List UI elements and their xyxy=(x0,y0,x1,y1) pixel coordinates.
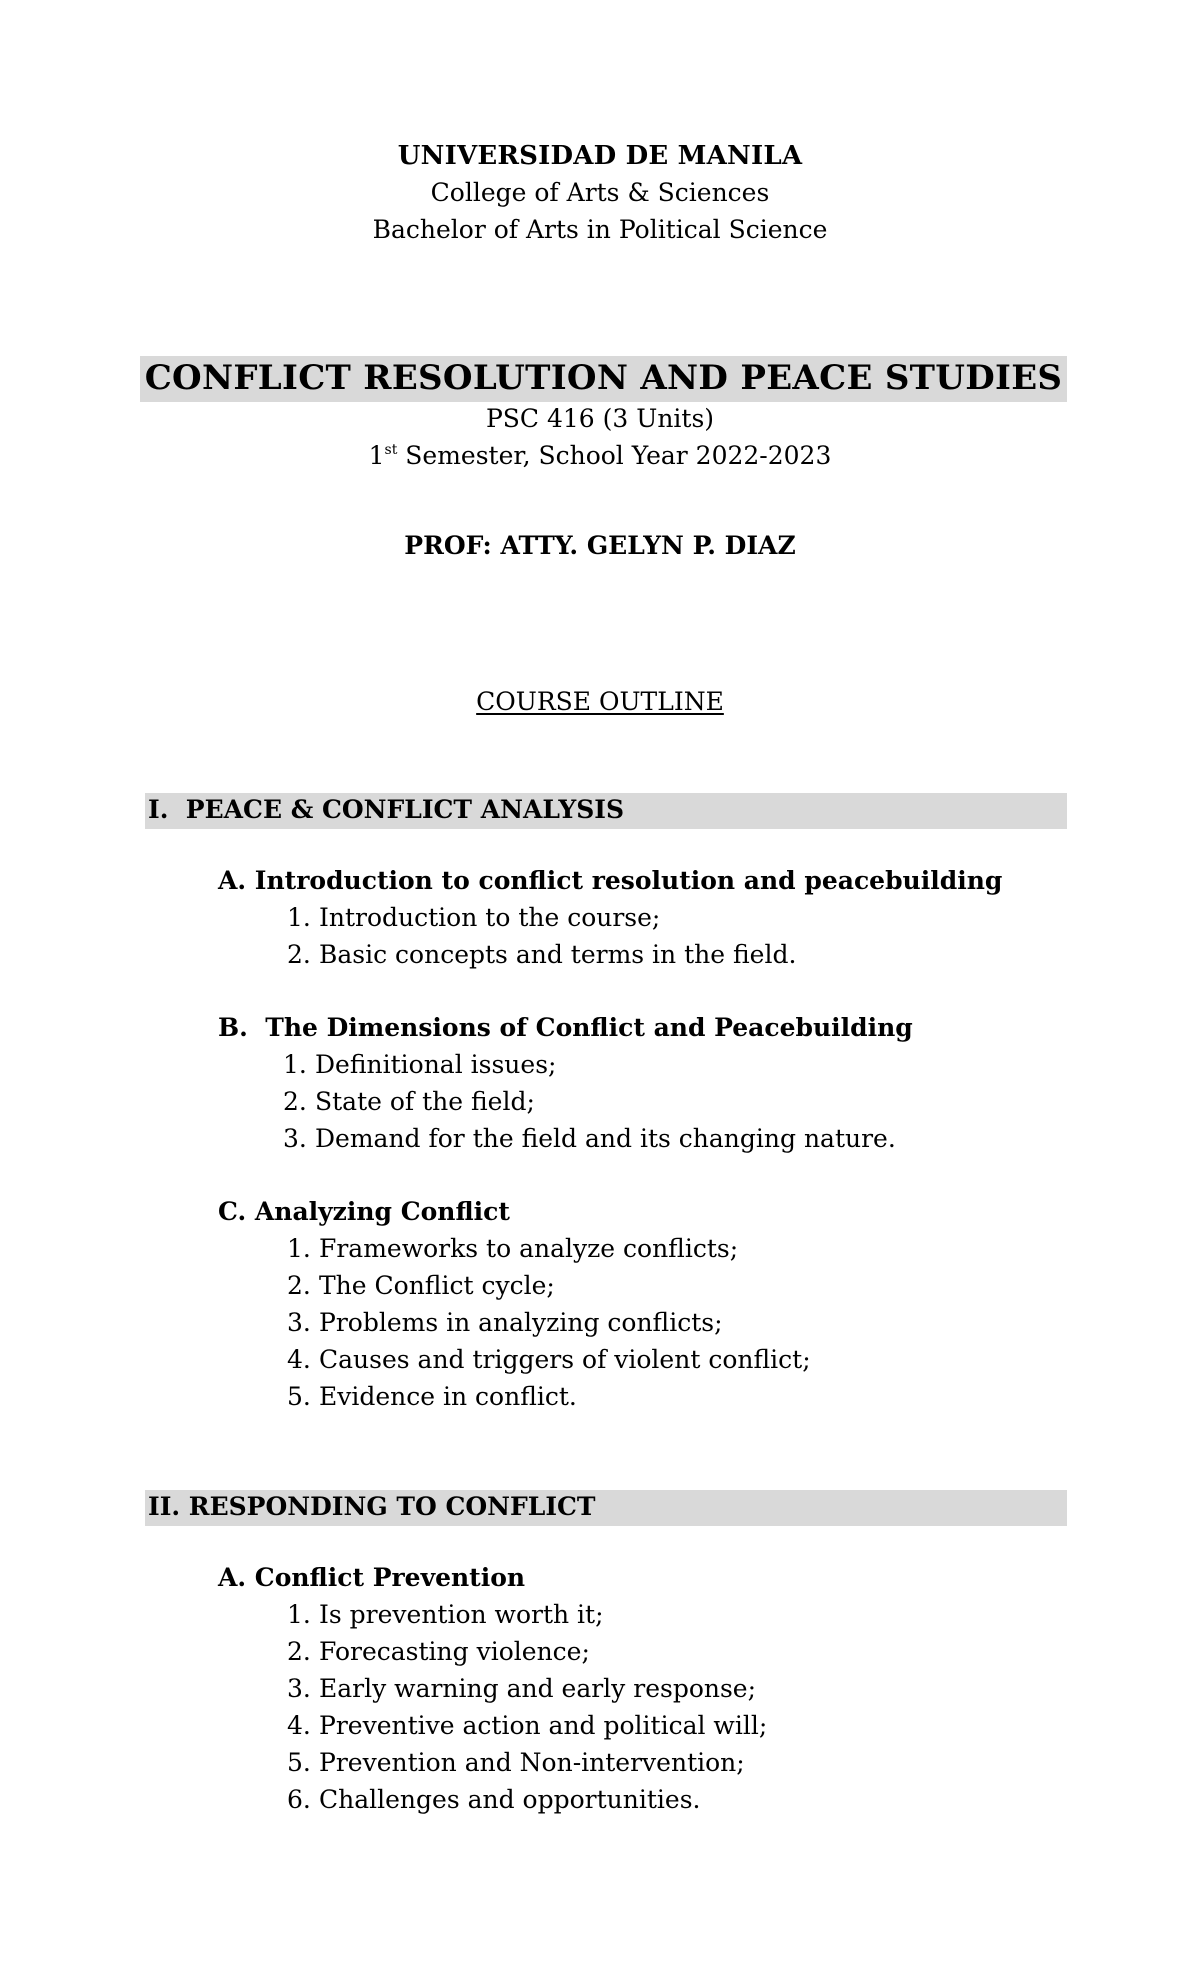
list-item xyxy=(287,1345,811,1374)
list-item-text: Causes and triggers of violent conflict; xyxy=(319,1345,811,1374)
list-item xyxy=(287,1711,767,1740)
list-item xyxy=(287,1785,700,1814)
university-name: UNIVERSIDAD DE MANILA xyxy=(397,141,803,171)
list-item-number: 4. xyxy=(287,1345,311,1374)
list-item xyxy=(287,1308,723,1337)
list-item-number: 2. xyxy=(287,1637,311,1666)
list-item-number: 1. xyxy=(287,1600,311,1629)
list-item xyxy=(287,1382,577,1411)
list-item-number: 4. xyxy=(287,1711,311,1740)
list-item-number: 5. xyxy=(287,1382,311,1411)
list-item xyxy=(283,1124,896,1153)
program-name: Bachelor of Arts in Political Science xyxy=(372,215,828,244)
subsection-title: A. Introduction to conflict resolution and peacebuilding xyxy=(218,866,1003,895)
list-item-number: 1. xyxy=(283,1050,307,1079)
list-item xyxy=(283,1087,535,1116)
list-item-text: Forecasting violence; xyxy=(319,1637,590,1666)
list-item-text: Early warning and early response; xyxy=(319,1674,757,1703)
list-item-text: The Conflict cycle; xyxy=(319,1271,555,1300)
list-item xyxy=(287,1748,745,1777)
list-item-number: 1. xyxy=(287,903,311,932)
section-title: I. PEACE & CONFLICT ANALYSIS xyxy=(148,795,625,824)
list-item-number: 2. xyxy=(287,940,311,969)
list-item-text: Definitional issues; xyxy=(315,1050,557,1079)
professor-name: PROF: ATTY. GELYN P. DIAZ xyxy=(404,531,796,560)
semester-text: Semester, School Year 2022-2023 xyxy=(397,441,832,470)
section-title: II. RESPONDING TO CONFLICT xyxy=(148,1492,596,1521)
subsection-title: C. Analyzing Conflict xyxy=(218,1197,510,1226)
list-item-text: State of the field; xyxy=(315,1087,535,1116)
list-item xyxy=(287,903,660,932)
course-semester xyxy=(0,441,1200,470)
outline-heading: COURSE OUTLINE xyxy=(476,687,724,716)
subsection-title: B. The Dimensions of Conflict and Peacebuilding xyxy=(218,1013,913,1042)
list-item-number: 5. xyxy=(287,1748,311,1777)
list-item xyxy=(287,1637,590,1666)
course-title: CONFLICT RESOLUTION AND PEACE STUDIES xyxy=(144,358,1063,398)
course-code: PSC 416 (3 Units) xyxy=(485,404,715,433)
list-item xyxy=(287,1234,738,1263)
list-item-text: Demand for the field and its changing nature. xyxy=(315,1124,896,1153)
list-item-number: 3. xyxy=(283,1124,307,1153)
subsection-title: A. Conflict Prevention xyxy=(218,1563,526,1592)
list-item-text: Frameworks to analyze conflicts; xyxy=(319,1234,739,1263)
list-item-text: Introduction to the course; xyxy=(319,903,661,932)
list-item xyxy=(283,1050,556,1079)
list-item xyxy=(287,1271,555,1300)
list-item-number: 1. xyxy=(287,1234,311,1263)
list-item-text: Basic concepts and terms in the field. xyxy=(319,940,797,969)
list-item-number: 2. xyxy=(283,1087,307,1116)
list-item xyxy=(287,1674,756,1703)
semester-ordinal: 1 xyxy=(368,441,385,470)
list-item xyxy=(287,940,796,969)
list-item-number: 3. xyxy=(287,1308,311,1337)
list-item-text: Problems in analyzing conflicts; xyxy=(319,1308,723,1337)
college-name: College of Arts & Sciences xyxy=(430,178,770,207)
list-item-text: Is prevention worth it; xyxy=(319,1600,604,1629)
list-item-number: 3. xyxy=(287,1674,311,1703)
list-item-text: Evidence in conflict. xyxy=(319,1382,577,1411)
list-item-text: Challenges and opportunities. xyxy=(319,1785,701,1814)
list-item-number: 2. xyxy=(287,1271,311,1300)
semester-ordinal-suffix: st xyxy=(384,442,398,458)
list-item xyxy=(287,1600,604,1629)
list-item-number: 6. xyxy=(287,1785,311,1814)
list-item-text: Preventive action and political will; xyxy=(319,1711,768,1740)
list-item-text: Prevention and Non-intervention; xyxy=(319,1748,745,1777)
